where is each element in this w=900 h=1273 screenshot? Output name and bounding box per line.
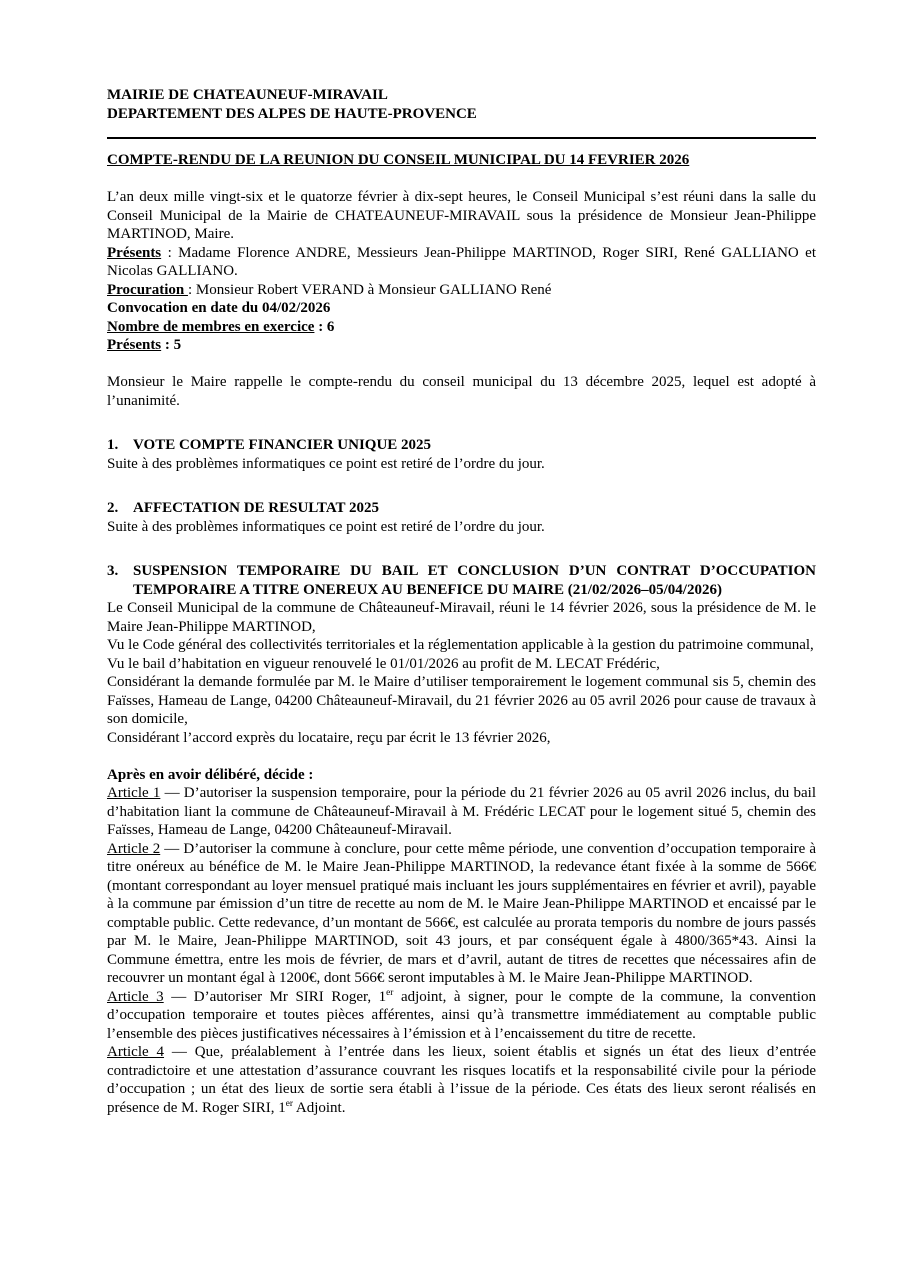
convocation-line: Convocation en date du 04/02/2026 xyxy=(107,300,331,316)
section-2 xyxy=(107,499,816,536)
page-title: COMPTE-RENDU DE LA REUNION DU CONSEIL MUNICIPAL DU 14 FEVRIER 2026 xyxy=(107,152,690,168)
section-3-heading xyxy=(107,562,816,599)
presents-line xyxy=(107,244,816,281)
mairie-name: MAIRIE DE CHATEAUNEUF-MIRAVAIL xyxy=(107,87,388,103)
article-1 xyxy=(107,784,816,840)
intro-paragraph: L’an deux mille vingt-six et le quatorze février à dix-sept heures, le Conseil Municipal s’est réuni dans la salle du Conseil Municipal de la Mairie de CHATEAUNEUF-MIRAVAIL sous la présidence de Monsieur Jean-Philippe MARTINOD, Maire. xyxy=(107,189,816,242)
article-3-text: — D’autoriser Mr SIRI Roger, 1 xyxy=(163,988,387,1005)
section-3-paragraph-3: Vu le bail d’habitation en vigueur renouvelé le 01/01/2026 au profit de M. LECAT Frédéric, xyxy=(107,655,660,672)
section-1-title: VOTE COMPTE FINANCIER UNIQUE 2025 xyxy=(133,437,432,453)
section-2-heading xyxy=(107,499,816,518)
article-4-text: — Que, préalablement à l’entrée dans les lieux, soient établis et signés un état des lieux d’entrée contradictoire et une attestation d’assurance couvrant les risques locatifs et la responsabilité civile pour la période d’occupation ; un état des lieux de sortie sera établi à l’issue de la période. Ces états des lieux seront réalisés en présence de M. Roger SIRI, 1 xyxy=(107,1044,816,1116)
article-4 xyxy=(107,1043,816,1117)
article-3-text-continued: adjoint, à signer, pour le compte de la commune, la convention d’occupation temporaire et toutes pièces afférentes, ainsi qu’à transmettre immédiatement au comptable public l’ensemble des pièces justificatives nécessaires à l’émission et à l’encaissement du titre de recette. xyxy=(107,988,816,1042)
membres-value: : 6 xyxy=(314,318,335,335)
procuration-label: Procuration xyxy=(107,281,188,298)
section-1-number: 1. xyxy=(107,437,119,453)
article-2-text: — D’autoriser la commune à conclure, pour cette même période, une convention d’occupation temporaire à titre onéreux au bénéfice de M. le Maire Jean-Philippe MARTINOD, la redevance étant fixée à la somme de 566€ (montant correspondant au loyer mensuel pratiqué mais incluant les jours supplémentaires en février et avril), payable à la commune par émission d’un titre de recette au nom de M. le Maire Jean-Philippe MARTINOD et encaissé par le comptable public. Cette redevance, d’un montant de 566€, est calculée au prorata temporis du nombre de jours passés par M. le Maire, Jean-Philippe MARTINOD, soit 43 jours, et par conséquent égale à 4800/365*43. Ainsi la Commune émettra, entre les mois de février, de mars et d’avril, autant de titres de recettes que nécessaires afin de recouvrer un montant égal à 1200€, dont 566€ seront imputables à M. le Maire Jean-Philippe MARTINOD. xyxy=(107,840,816,986)
presents-text: : Madame Florence ANDRE, Messieurs Jean-Philippe MARTINOD, Roger SIRI, René GALLIANO et Nicolas GALLIANO. xyxy=(107,244,816,279)
membres-label: Nombre de membres en exercice xyxy=(107,318,315,335)
article-4-ordinal-superscript: er xyxy=(285,1098,293,1109)
article-4-text-continued: Adjoint. xyxy=(292,1099,346,1116)
presents-count-line xyxy=(107,336,816,355)
recall-paragraph: Monsieur le Maire rappelle le compte-rendu du conseil municipal du 13 décembre 2025, lequel est adopté à l’unanimité. xyxy=(107,374,816,409)
section-2-body: Suite à des problèmes informatiques ce point est retiré de l’ordre du jour. xyxy=(107,518,545,535)
membres-line xyxy=(107,318,816,337)
presents-count-value: : 5 xyxy=(161,337,182,353)
article-4-label: Article 4 xyxy=(107,1044,165,1060)
section-1-heading xyxy=(107,436,816,455)
article-3-ordinal-superscript: er xyxy=(386,987,394,998)
departement-name: DEPARTEMENT DES ALPES DE HAUTE-PROVENCE xyxy=(107,105,477,122)
section-3-paragraph-4: Considérant la demande formulée par M. le Maire d’utiliser temporairement le logement communal sis 5, chemin des Faïsses, Hameau de Lange, 04200 Châteauneuf-Miravail, du 21 février 2026 au 05 avril 2026 pour cause de travaux à son domicile, xyxy=(107,674,816,727)
section-3-number: 3. xyxy=(107,563,119,579)
article-2 xyxy=(107,840,816,988)
section-3 xyxy=(107,562,816,747)
presents-label: Présents xyxy=(107,244,162,261)
section-3-paragraph-5: Considérant l’accord exprès du locataire, reçu par écrit le 13 février 2026, xyxy=(107,729,551,746)
procuration-text: : Monsieur Robert VERAND à Monsieur GALLIANO René xyxy=(187,281,552,298)
article-3-label: Article 3 xyxy=(107,988,164,1005)
article-3 xyxy=(107,988,816,1044)
presents-count-label: Présents xyxy=(107,337,162,353)
deliberation-label: Après en avoir délibéré, décide : xyxy=(107,766,314,783)
procuration-line xyxy=(107,281,816,300)
article-1-label: Article 1 xyxy=(107,785,161,801)
section-3-title: SUSPENSION TEMPORAIRE DU BAIL ET CONCLUSION D’UN CONTRAT D’OCCUPATION TEMPORAIRE A TITRE ONEREUX AU BENEFICE DU MAIRE (21/02/2026–05/04/2026) xyxy=(133,563,816,598)
document-header xyxy=(107,86,816,123)
article-2-label: Article 2 xyxy=(107,840,161,857)
article-1-text: — D’autoriser la suspension temporaire, pour la période du 21 février 2026 au 05 avril 2026 inclus, du bail d’habitation liant la commune de Châteauneuf-Miravail à M. Frédéric LECAT pour le logement situé 5, chemin des Faïsses, Hameau de Lange, 04200 Châteauneuf-Miravail. xyxy=(107,785,816,838)
section-2-title: AFFECTATION DE RESULTAT 2025 xyxy=(133,500,380,516)
section-1-body: Suite à des problèmes informatiques ce point est retiré de l’ordre du jour. xyxy=(107,455,545,472)
section-2-number: 2. xyxy=(107,500,119,516)
horizontal-rule xyxy=(107,137,816,139)
section-1 xyxy=(107,436,816,473)
section-3-paragraph-1: Le Conseil Municipal de la commune de Châteauneuf-Miravail, réuni le 14 février 2026, sous la présidence de M. le Maire Jean-Philippe MARTINOD, xyxy=(107,600,816,635)
section-3-paragraph-2: Vu le Code général des collectivités territoriales et la réglementation applicable à la gestion du patrimoine communal, xyxy=(107,637,814,653)
